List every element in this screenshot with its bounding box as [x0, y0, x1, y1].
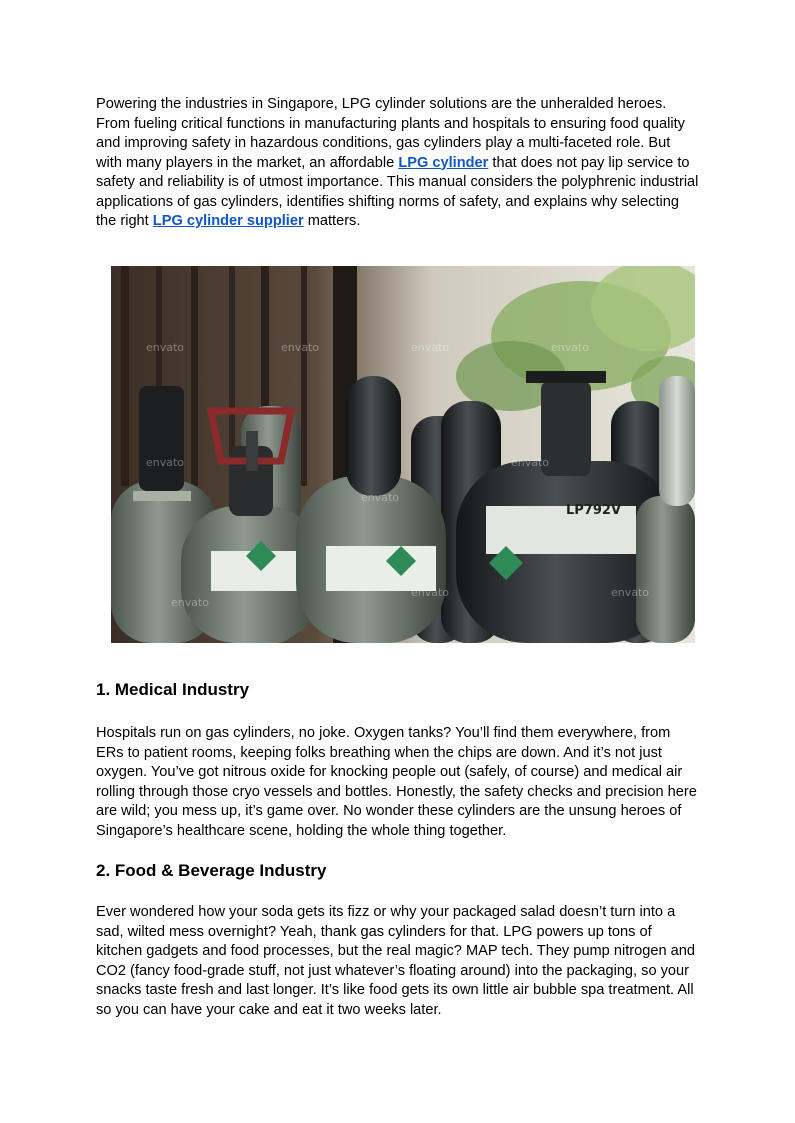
- watermark-7: envato: [511, 456, 550, 469]
- medical-industry-paragraph: Hospitals run on gas cylinders, no joke. Oxygen tanks? You’ll find them everywhere, from ERs to patient rooms, keeping folks breathing when the chips are down. And it’s not just oxygen. You’ve got nitrous oxide for knocking people out (safely, of course) and medical air rolling through those cryo vessels and bottles. Honestly, the safety checks and precision here are wild; you mess up, it’s game over. No wonder these cylinders are the unsung heroes of Singapore’s healthcare scene, holding the whole thing together.: [96, 725, 697, 839]
- watermark-4: envato: [551, 341, 590, 354]
- medical-industry-heading: 1. Medical Industry: [96, 680, 250, 699]
- food-beverage-heading: 2. Food & Beverage Industry: [96, 861, 327, 880]
- watermark-3: envato: [411, 341, 450, 354]
- watermark-8: envato: [171, 596, 210, 609]
- watermark-1: envato: [146, 341, 185, 354]
- intro-text-2: that does not pay lip service to safety and reliability is of utmost importance. This manual considers the polyphrenic industrial applications of gas cylinders, identifies shifting norms of safety, and explains why selecting the right: [96, 154, 699, 229]
- watermark-2: envato: [281, 341, 320, 354]
- watermark-5: envato: [146, 456, 185, 469]
- food-beverage-paragraph: Ever wondered how your soda gets its fizz or why your packaged salad doesn’t turn into a sad, wilted mess overnight? Yeah, thank gas cylinders for that. LPG powers up tons of kitchen gadgets and food processes, but the real magic? MAP tech. They pump nitrogen and CO2 (fancy food-grade stuff, not just whatever’s floating around) into the packaging, so your snacks taste fresh and last longer. It’s like food gets its own little air bubble spa treatment. All so you can have your cake and eat it two weeks later.: [96, 904, 695, 1018]
- watermark-6: envato: [361, 491, 400, 504]
- intro-text-1: Powering the industries in Singapore, LPG cylinder solutions are the unheralded heroes. From fueling critical functions in manufacturing plants and hospitals to ensuring food quality and improving safety in hazardous conditions, gas cylinders play a multi-faceted role. But with many players in the market, an affordable: [96, 96, 685, 171]
- lpg-cylinder-supplier-link[interactable]: LPG cylinder supplier: [152, 213, 304, 229]
- gas-cylinders-photo: [111, 266, 695, 643]
- cylinder-label-text: LP792V: [566, 503, 622, 518]
- lpg-cylinder-link[interactable]: LPG cylinder: [398, 154, 489, 171]
- watermark-9: envato: [411, 586, 450, 599]
- intro-paragraph: [96, 95, 700, 232]
- watermark-10: envato: [611, 586, 650, 599]
- intro-text-3: matters.: [303, 213, 361, 229]
